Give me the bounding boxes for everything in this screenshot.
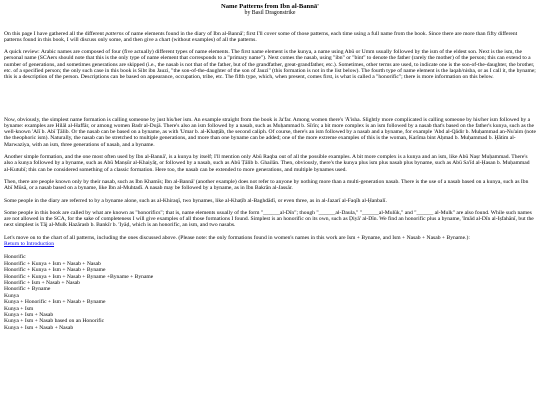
list-item: Kunya + Ism + Nasab + Nasab [4,324,74,331]
intro-emphasis: patterns [105,30,124,37]
intro-text-start: On this page I have gathered all the different [4,30,106,37]
list-item: Honorific + Kunya + Ism + Nasab + Byname +Byname + Byname [4,273,154,280]
intro-paragraph [4,31,536,44]
honorifics-paragraph: Some people in this book are called by what are known as "honorifics"; that is, name elements usually of the form "______al-Dīn"; though "______al-Daula," "______al-Mulūk," and "______ al-Mulk" are also found. While such names are not allowed in the SCA, for the sake of completeness I will give examples of all those formations I found. Simplest is an honorific on its own, such as Ḍiyā' al-Dīn. We find an honorific plus a byname, 'Imād al-Dīn al-Iṣfahānī, but the next simplest is Tāj al-Mulk Hazārasb b. Bankīr b. 'Iyāḍ, which is an honorific, an ism, and two nasabs. [4,209,534,229]
list-item: Kunya + Ism [4,305,34,312]
simplest-paragraph: Now, obviously, the simplest name formation is calling someone by just his/her ism. An example straight from the book is Ja'far. Among women there's 'Ā'isha. Slightly more complicated is calling someone by his/her ism followed by a byname: examples are Hilāl al-Haffār, or among women Badr al-Dujā. There's also an ism followed by a nasab, such as Muḥammad b. Sīrīn; a bit more complex is an ism followed by a nasab that's based on the father's kunya, such as the well-known 'Alī b. Abī Ṭālib. Or the nasab can be based on a byname, as with 'Umar b. al-Khaṭṭāb, the second caliph. Of course, there's an ism followed by a nasab and a byname, for example 'Abd al-Qādir b. Muḥammad an-Nu'aim (note the theophoric ism). Naturally, the nasab can be stretched to multiple generations, and more than one byname can be added; one of the more extreme examples of this is the woman, Karīma bint Aḥmad b. Muḥammad b. Ḥātim al-Marwaziya, with an ism, three generations of nasab, and a byname. [4,116,536,148]
list-item: Honorific + Ism + Nasab + Nasab [4,279,80,286]
bynames-paragraph: Some people in the diary are referred to by a byname alone, such as al-Khiraqī, two bynames, like al-Khaṭīb al-Baghdādī, or even three, as in al-Jazarī al-Faqīh al-Ḥanbalī. [4,197,387,204]
list-item: Kunya [4,292,19,299]
list-item: Honorific + Byname [4,286,51,293]
kunya-paragraph: Another simple formation, and the one most often used by Ibn al-Bannā', is a kunya by itself; I'll mention only Abū Raqba out of all the possible examples. A bit more complex is a kunya and an ism, like Abū Naṣr Muḥammad. There's also a kunya followed by a byname, such as Abū Manṣūr al-Khaiyāṭ, or followed by a nasab, such as Abū Ṭālib b. Ghailān. Then, obviously, there's the kunya plus ism plus nasab plus byname, such as Abū Sa'īd al-Ḥasan b. Muḥammad al-Kutubī; this can be considered something of a classic formation. Here too, the nasab can be extended to more generations, and multiple bynames used. [4,154,530,173]
list-item: Honorific [4,254,26,261]
list-item: Kunya + Ism + Nasab based on an Honorific [4,318,105,325]
author-byline: by Basil Dragonstrike [244,10,296,16]
spacer [4,87,536,117]
list-item: Honorific + Kunya + Ism + Nasab + Nasab [4,260,101,267]
list-item: Kunya + Ism + Nasab [4,311,54,318]
review-paragraph: A quick review: Arabic names are composed of four (five actually) different types of name elements. The first name element is the kunya, a name using Abū or Umm usually followed by the ism of the eldest son. Next is the ism, the personal name (SCAers should note that this is the only type of name element that corresponds to a "primary name"). Next comes the nasab, using "ibn" or "bint" to denote the father (rarely the mother) of the person; this can extend to a number of generations, and sometimes generations are skipped (i.e., the nasab is not that of the father, but of the grandfather, great-grandfather, etc.). Sometimes, other terms are used, to indicate one is the son-of-the-daughter, the brother, etc. of a specified person; the only such case in this book is Sibt ibn Jauzi, "the son-of-the-daughter of the son of Jauzi" (this formation is not in the list below). The fourth type of name element is the laqab/nisba, or as I call it, the byname; this is a description of the person. Descriptions can be based on appearance, occupation, tribe, etc. The fifth type, which, when present, comes first, is what is called a "honorific"; there is more information on this below. [4,49,536,81]
list-item: Kunya + Honorific + Ism + Nasab + Byname [4,299,106,306]
chart-intro-paragraph: Let's move on to the chart of all patterns, including the ones discussed above. (Please note: the only formations found in women's names in this work are Ism + Byname, and Ism + Nasab + Nasab + Byname.): [4,234,470,241]
intro-text-end: of name elements found in the diary of Ibn al-Bannā'; first I'll cover some of those patterns, each time using a full name from the book. Since there are more than fifty different patterns found in this book, I will discuss only some, and then give a chart (without examples) of all the patterns. [4,30,518,43]
nasab-paragraph: Then, there are people known only by their nasab, such as Ibn Khamīs; Ibn al-Bannā' (another example) does not refer to anyone by nothing more than a multi-generation nasab. There is the use of a nasab based on a kunya, such as Ibn Abī Mūsā, or a nasab based on a byname, like Ibn al-Muhtadī. A nasab may be followed by a byname, as in Ibn Bakrān al-Jassār. [4,178,529,192]
list-item: Honorific + Kunya + Ism + Nasab + Byname [4,267,106,274]
pattern-list [4,254,536,331]
return-to-introduction-link[interactable]: Return to Introduction [4,241,55,248]
page-title: Name Patterns from Ibn al-Bannā' [220,3,320,10]
